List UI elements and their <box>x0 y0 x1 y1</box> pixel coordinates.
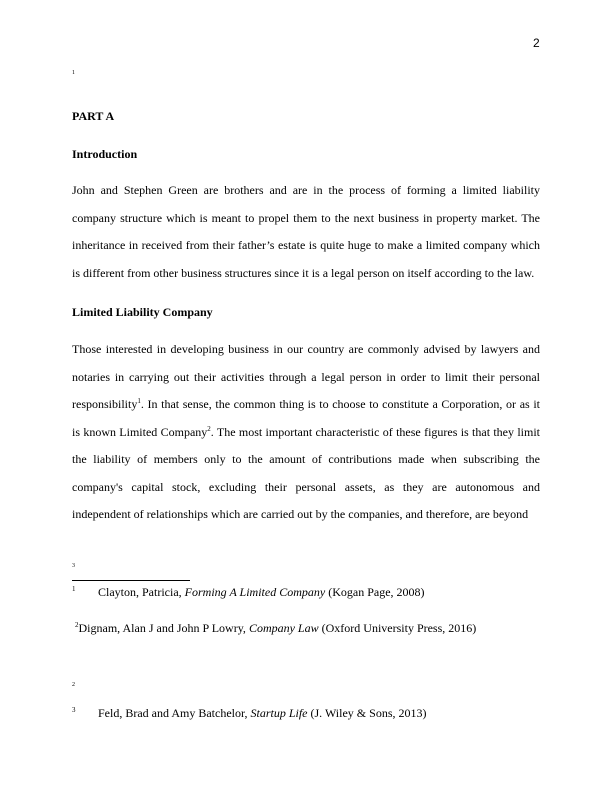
part-heading: PART A <box>72 109 115 123</box>
footnote-1-rest: (Kogan Page, 2008) <box>325 585 425 599</box>
footnote-ref-1[interactable]: 1 <box>137 397 141 405</box>
footnote-marker-top: 1 <box>72 70 75 76</box>
footnote-2-author: Dignam, Alan J and John P Lowry, <box>78 621 249 635</box>
footnote-3-title: Startup Life <box>250 706 308 720</box>
llc-text-2: . In that sense, the common thing is to choose to constitute a Corporation, or as it is known Limited Company <box>72 397 540 439</box>
footnote-2-title: Company Law <box>248 621 319 635</box>
introduction-paragraph: John and Stephen Green are brothers and are in the process of forming a limited liability company structure which is meant to propel them to the next business in property market. The inheritance in received from their father’s estate is quite huge to make a limited company which is different from other business structures since it is a legal person on itself according to the law. <box>72 183 540 280</box>
llc-text-3: . The most important characteristic of these figures is that they limit the liability of members only to the amount of contributions made when subscribing the company's capital stock, excluding their personal assets, as they are autonomous and independent of relationships which are carried out by the companies, and therefore, are beyond <box>72 424 541 521</box>
footnote-3-author: Feld, Brad and Amy Batchelor, <box>98 706 251 720</box>
introduction-heading: Introduction <box>72 147 138 161</box>
llc-paragraph <box>72 336 540 529</box>
footnote-3-number: 3 <box>72 706 76 714</box>
footnote-3-rest: (J. Wiley & Sons, 2013) <box>307 706 427 720</box>
footnote-1-author: Clayton, Patricia, <box>98 585 185 599</box>
footnote-2 <box>75 621 476 636</box>
footnote-1 <box>72 585 425 600</box>
footnote-ref-2[interactable]: 2 <box>207 424 211 433</box>
footnote-separator <box>72 580 190 581</box>
footnote-2-rest: (Oxford University Press, 2016) <box>318 621 477 635</box>
page-number: 2 <box>533 36 540 50</box>
footnote-2-number: 2 <box>75 621 79 629</box>
footnote-marker-lower: 2 <box>72 682 75 688</box>
footnote-3 <box>72 706 426 721</box>
llc-text-1: Those interested in developing business in our country are commonly advised by lawyers and notaries in carrying out their activities through a legal person in order to limit their personal responsibility <box>72 342 540 411</box>
footnote-1-title: Forming A Limited Company <box>184 585 326 599</box>
footnote-1-number: 1 <box>72 585 76 593</box>
footnote-marker-mid: 3 <box>72 563 75 569</box>
llc-heading: Limited Liability Company <box>72 305 213 319</box>
